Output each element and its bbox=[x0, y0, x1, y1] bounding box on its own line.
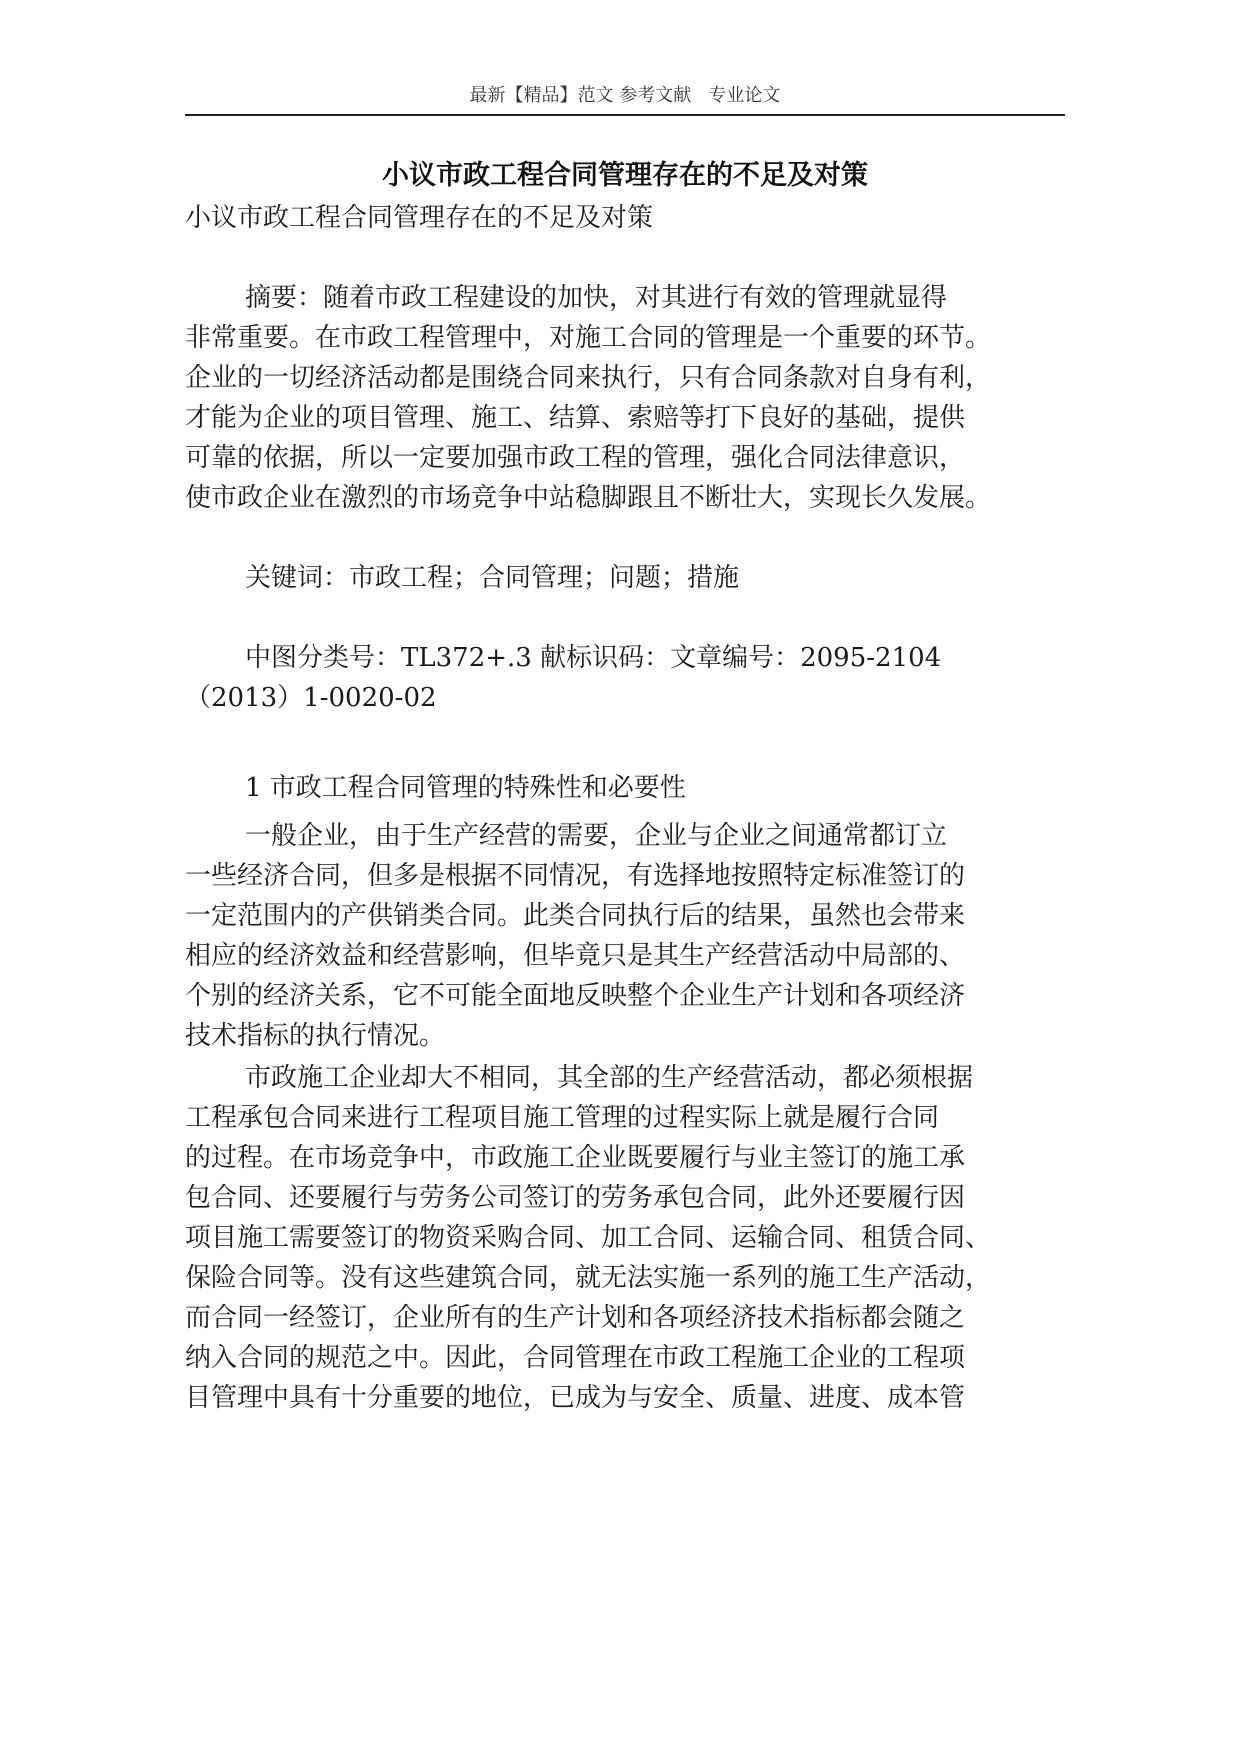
paragraph-line: 的过程。在市场竞争中，市政施工企业既要履行与业主签订的施工承 bbox=[185, 1143, 966, 1173]
section-heading: 1 市政工程合同管理的特殊性和必要性 bbox=[245, 773, 686, 803]
document-subtitle: 小议市政工程合同管理存在的不足及对策 bbox=[185, 203, 654, 233]
paragraph-line: 一些经济合同，但多是根据不同情况，有选择地按照特定标准签订的 bbox=[185, 861, 966, 891]
paragraph-line: 目管理中具有十分重要的地位，已成为与安全、质量、进度、成本管 bbox=[185, 1383, 966, 1413]
classification-line: 中图分类号：TL372+.3 献标识码：文章编号：2095-2104 bbox=[245, 643, 942, 673]
paragraph-line: 一定范围内的产供销类合同。此类合同执行后的结果，虽然也会带来 bbox=[185, 901, 966, 931]
abstract-line: 摘要：随着市政工程建设的加快，对其进行有效的管理就显得 bbox=[245, 283, 948, 313]
classification-line: （2013）1-0020-02 bbox=[185, 683, 437, 713]
abstract-line: 可靠的依据，所以一定要加强市政工程的管理，强化合同法律意识， bbox=[185, 443, 966, 473]
paragraph-line: 技术指标的执行情况。 bbox=[185, 1021, 446, 1051]
page-header: 最新【精品】范文 参考文献 专业论文 bbox=[469, 85, 781, 106]
paragraph-line: 个别的经济关系，它不可能全面地反映整个企业生产计划和各项经济 bbox=[185, 981, 966, 1011]
keywords: 关键词：市政工程；合同管理；问题；措施 bbox=[245, 563, 740, 593]
paragraph-line: 而合同一经签订，企业所有的生产计划和各项经济技术指标都会随之 bbox=[185, 1303, 966, 1333]
abstract-line: 非常重要。在市政工程管理中，对施工合同的管理是一个重要的环节。 bbox=[185, 323, 992, 353]
paragraph-line: 包合同、还要履行与劳务公司签订的劳务承包合同，此外还要履行因 bbox=[185, 1183, 966, 1213]
abstract-line: 企业的一切经济活动都是围绕合同来执行，只有合同条款对自身有利， bbox=[185, 363, 992, 393]
paragraph-line: 保险合同等。没有这些建筑合同，就无法实施一系列的施工生产活动， bbox=[185, 1263, 992, 1293]
paragraph-line: 相应的经济效益和经营影响，但毕竟只是其生产经营活动中局部的、 bbox=[185, 941, 966, 971]
abstract-line: 使市政企业在激烈的市场竞争中站稳脚跟且不断壮大，实现长久发展。 bbox=[185, 483, 992, 513]
paragraph-line: 项目施工需要签订的物资采购合同、加工合同、运输合同、租赁合同、 bbox=[185, 1223, 992, 1253]
abstract-line: 才能为企业的项目管理、施工、结算、索赔等打下良好的基础，提供 bbox=[185, 403, 966, 433]
paragraph-line: 纳入合同的规范之中。因此，合同管理在市政工程施工企业的工程项 bbox=[185, 1343, 966, 1373]
paragraph-line: 工程承包合同来进行工程项目施工管理的过程实际上就是履行合同 bbox=[185, 1103, 940, 1133]
header-divider bbox=[185, 114, 1065, 116]
paragraph-line: 市政施工企业却大不相同，其全部的生产经营活动，都必须根据 bbox=[245, 1063, 974, 1093]
document-title: 小议市政工程合同管理存在的不足及对策 bbox=[382, 160, 868, 191]
paragraph-line: 一般企业，由于生产经营的需要，企业与企业之间通常都订立 bbox=[245, 821, 948, 851]
